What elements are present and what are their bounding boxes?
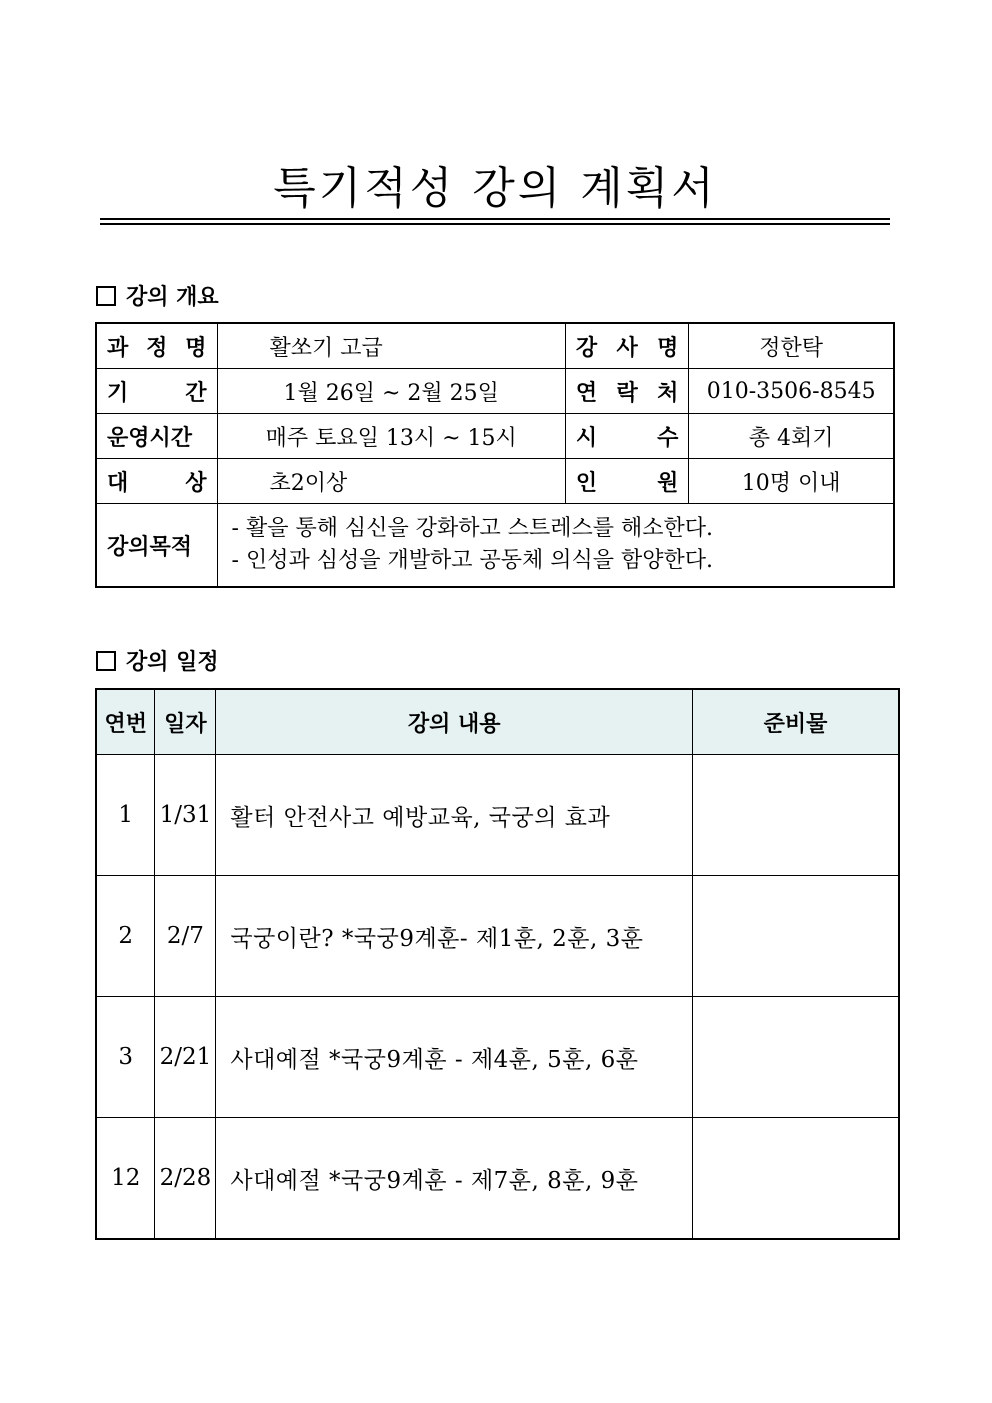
cell-content: 사대예절 *국궁9계훈 - 제4훈, 5훈, 6훈 <box>216 997 693 1118</box>
value-period: 1월 26일 ~ 2월 25일 <box>217 369 565 414</box>
header-materials: 준비물 <box>693 689 899 755</box>
overview-row <box>96 323 894 369</box>
cell-date: 2/21 <box>155 997 216 1118</box>
label-capacity: 인 원 <box>565 459 689 504</box>
table-row <box>96 1118 899 1240</box>
label-period: 기 간 <box>96 369 217 414</box>
cell-content: 사대예절 *국궁9계훈 - 제7훈, 8훈, 9훈 <box>216 1118 693 1240</box>
objective-line: - 인성과 심성을 개발하고 공동체 의식을 함양한다. <box>231 548 713 573</box>
header-date: 일자 <box>155 689 216 755</box>
cell-materials <box>693 876 899 997</box>
cell-number: 12 <box>96 1118 155 1240</box>
header-content: 강의 내용 <box>216 689 693 755</box>
checkbox-icon <box>96 286 116 306</box>
overview-row <box>96 369 894 414</box>
section-heading-schedule <box>96 645 219 676</box>
overview-row <box>96 459 894 504</box>
overview-table <box>95 322 895 588</box>
schedule-table <box>95 688 900 1240</box>
label-contact: 연 락 처 <box>565 369 689 414</box>
objective-line: - 활을 통해 심신을 강화하고 스트레스를 해소한다. <box>231 516 713 541</box>
section-heading-label: 강의 개요 <box>126 285 219 310</box>
label-target: 대 상 <box>96 459 217 504</box>
value-objective <box>217 504 894 588</box>
section-heading-overview <box>96 280 219 311</box>
cell-number: 3 <box>96 997 155 1118</box>
cell-number: 1 <box>96 755 155 876</box>
table-row <box>96 997 899 1118</box>
table-row <box>96 755 899 876</box>
cell-date: 2/7 <box>155 876 216 997</box>
section-heading-label: 강의 일정 <box>126 650 219 675</box>
label-objective: 강의목적 <box>96 504 217 588</box>
header-number: 연번 <box>96 689 155 755</box>
cell-materials <box>693 997 899 1118</box>
cell-content: 활터 안전사고 예방교육, 국궁의 효과 <box>216 755 693 876</box>
overview-row <box>96 414 894 459</box>
cell-materials <box>693 1118 899 1240</box>
value-instructor: 정한탁 <box>689 323 894 369</box>
title-underline-second <box>100 223 890 225</box>
label-operating-hours: 운영시간 <box>96 414 217 459</box>
schedule-header-row <box>96 689 899 755</box>
value-contact: 010-3506-8545 <box>689 369 894 414</box>
table-row <box>96 876 899 997</box>
checkbox-icon <box>96 651 116 671</box>
value-course-name: 활쏘기 고급 <box>217 323 565 369</box>
value-sessions: 총 4회기 <box>689 414 894 459</box>
cell-materials <box>693 755 899 876</box>
document-title: 특기적성 강의 계획서 <box>273 163 717 214</box>
document-title-block <box>100 160 890 225</box>
cell-number: 2 <box>96 876 155 997</box>
cell-date: 1/31 <box>155 755 216 876</box>
value-target: 초2이상 <box>217 459 565 504</box>
label-sessions: 시 수 <box>565 414 689 459</box>
value-capacity: 10명 이내 <box>689 459 894 504</box>
label-instructor: 강 사 명 <box>565 323 689 369</box>
cell-content: 국궁이란? *국궁9계훈- 제1훈, 2훈, 3훈 <box>216 876 693 997</box>
value-operating-hours: 매주 토요일 13시 ~ 15시 <box>217 414 565 459</box>
overview-row-objective <box>96 504 894 588</box>
cell-date: 2/28 <box>155 1118 216 1240</box>
title-underline <box>100 218 890 220</box>
label-course-name: 과 정 명 <box>96 323 217 369</box>
